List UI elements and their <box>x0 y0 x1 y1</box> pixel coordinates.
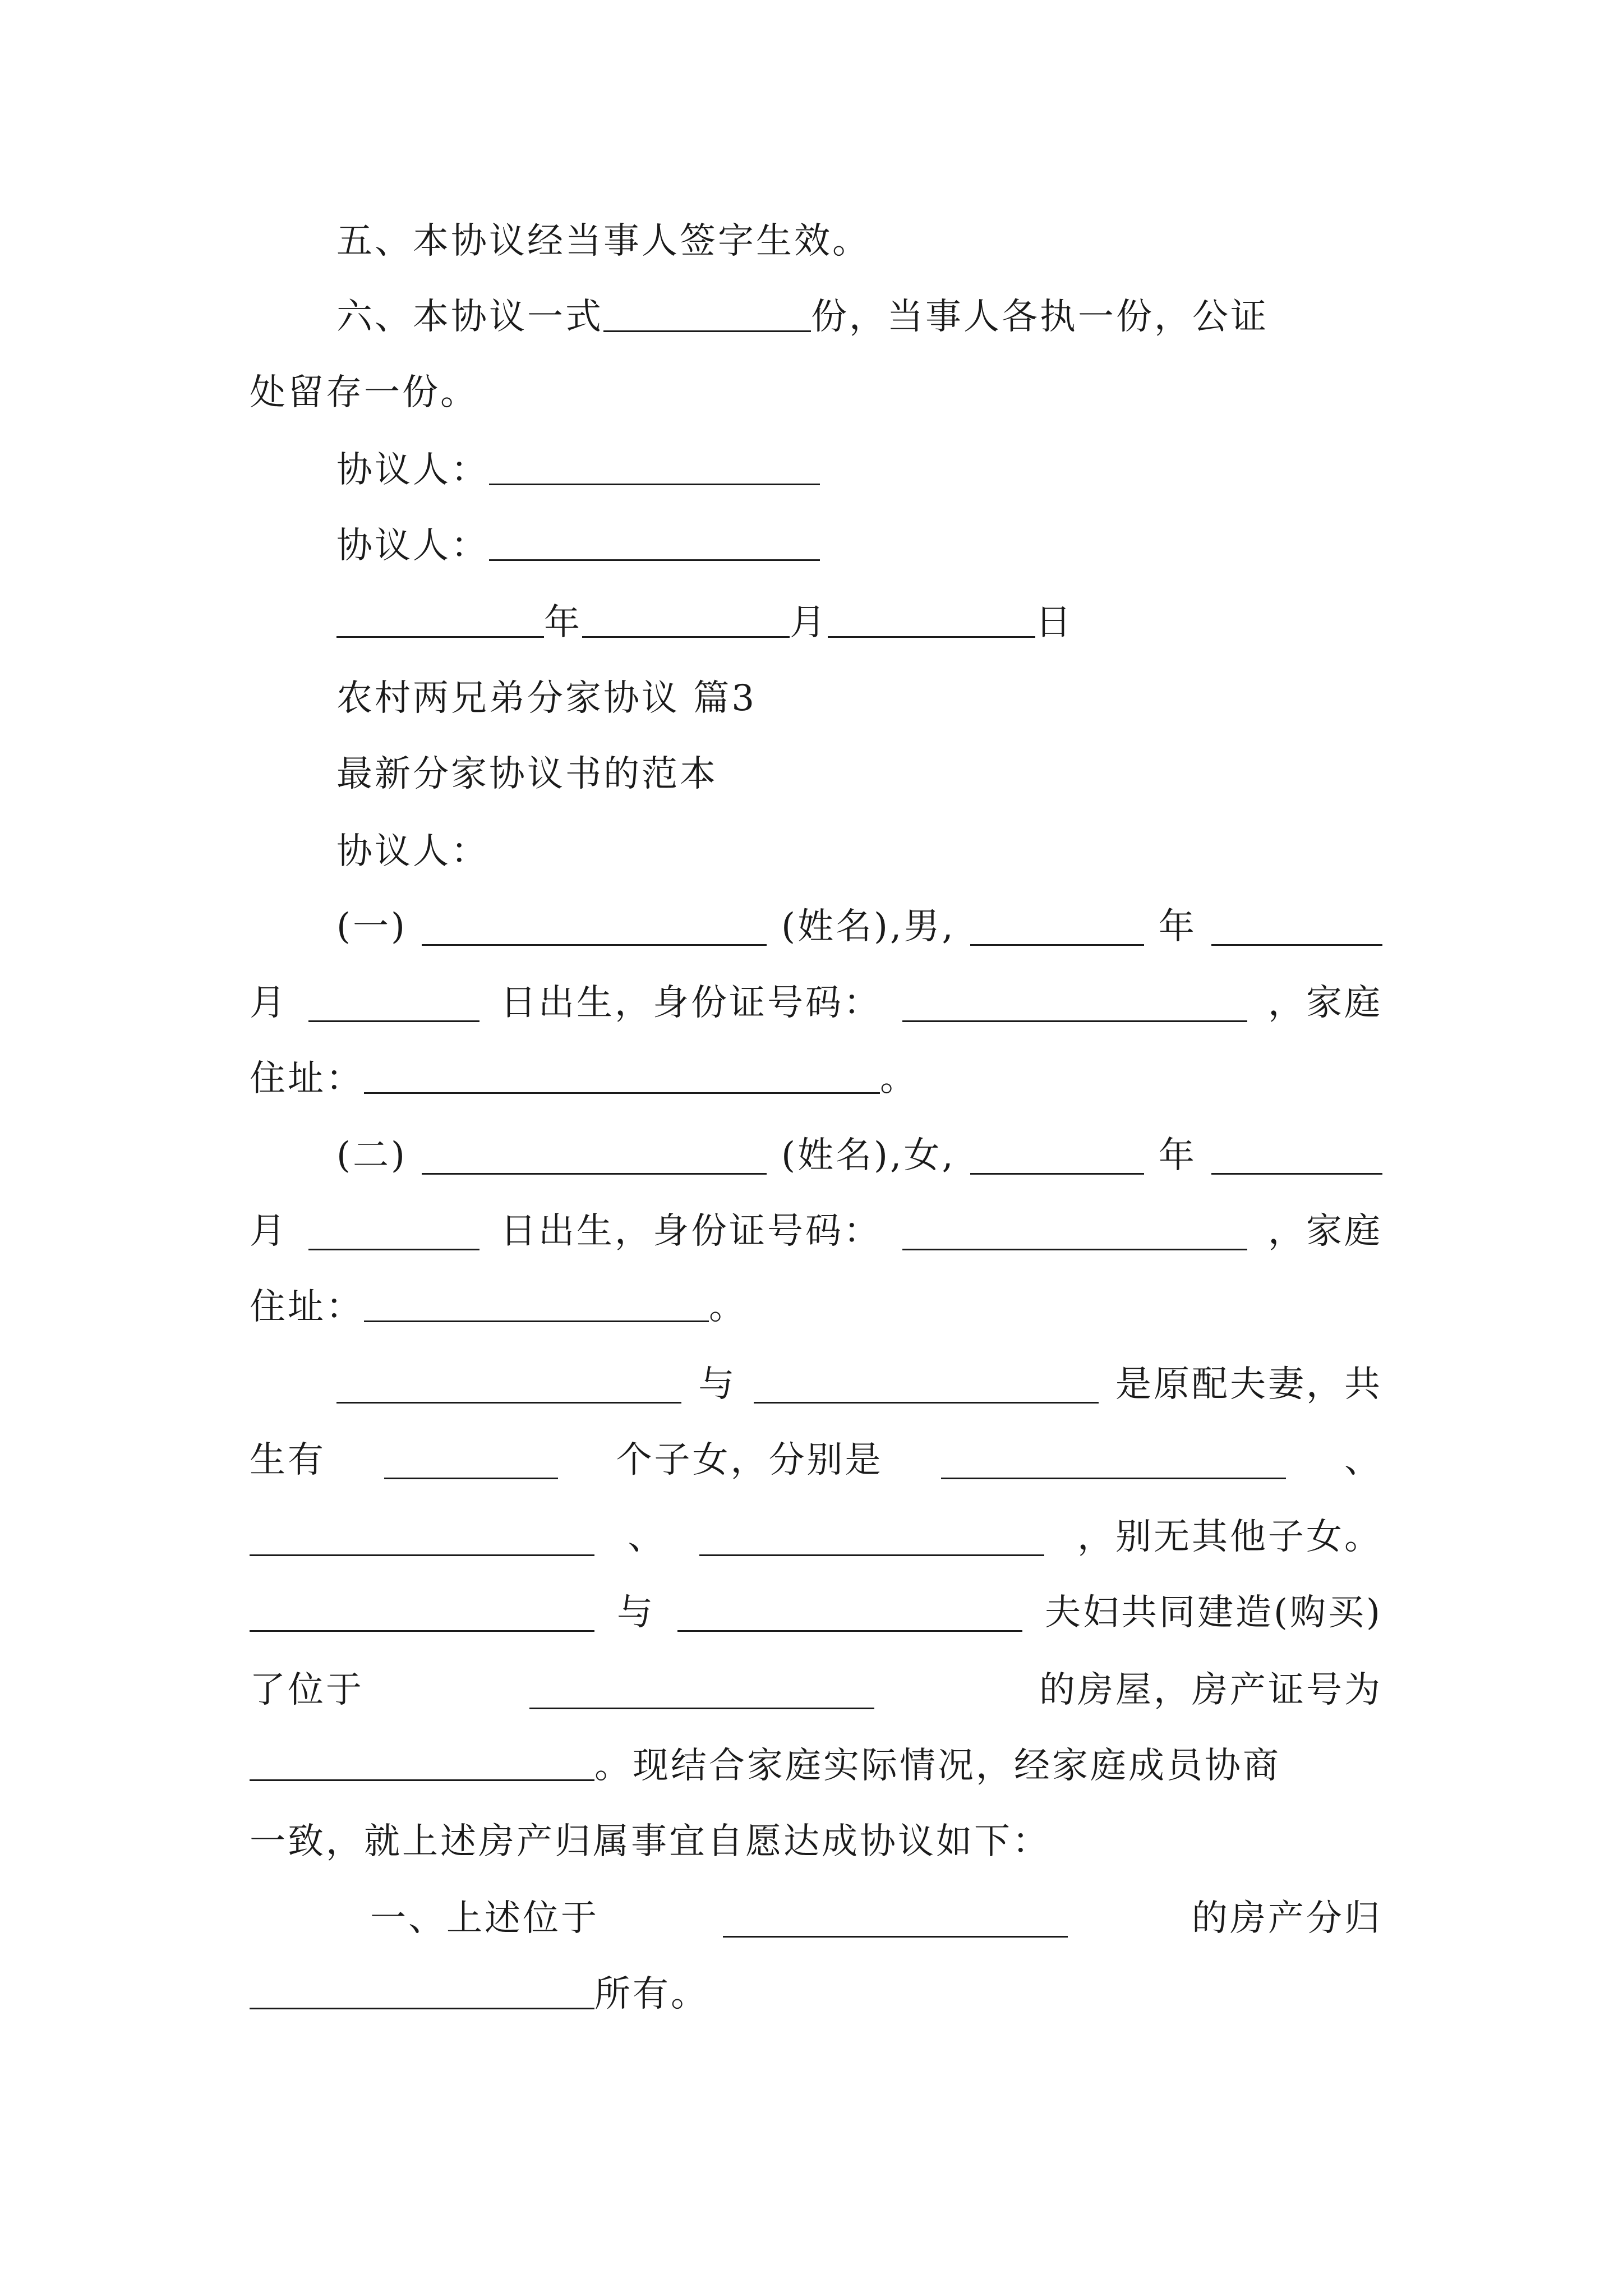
house-located: 了位于 <box>250 1669 364 1711</box>
house-location-blank[interactable] <box>529 1672 874 1709</box>
clause-one-line-2 <box>250 1963 1382 2025</box>
signer-line-1 <box>250 439 1382 501</box>
party-two-address-blank[interactable] <box>364 1285 709 1322</box>
clause-one-line-1 <box>250 1888 1382 1949</box>
party-two-gender: (姓名),女, <box>781 1135 956 1176</box>
clause-six <box>250 286 1382 348</box>
marriage-line <box>250 1354 1382 1415</box>
signer-line-2 <box>250 515 1382 577</box>
party-one-line-1 <box>250 896 1382 958</box>
agreement-line-text: 一致，就上述房产归属事宜自愿达成协议如下： <box>250 1821 1050 1862</box>
party-one-month-label: 月 <box>250 982 288 1024</box>
party-one-line-3 <box>250 1048 1382 1110</box>
template-title <box>250 743 1382 805</box>
marriage-text: 是原配夫妻，共 <box>1115 1364 1382 1405</box>
party-two-line-2 <box>250 1200 1382 1262</box>
party-two-year-blank[interactable] <box>970 1137 1144 1175</box>
children-names-label: 个子女，分别是 <box>616 1439 883 1481</box>
child-c-blank[interactable] <box>699 1519 1044 1556</box>
party-one-month-blank[interactable] <box>1211 908 1382 946</box>
party-one-line-2 <box>250 972 1382 1034</box>
clause-five-text: 五、本协议经当事人签字生效。 <box>336 220 870 262</box>
party-one-address-label-b: 住址： <box>250 1058 364 1099</box>
party-two-line-3 <box>250 1276 1382 1338</box>
house-cert-label: 的房屋，房产证号为 <box>1039 1669 1382 1711</box>
children-count-blank[interactable] <box>384 1442 558 1479</box>
clause-one-owner-blank[interactable] <box>250 1972 594 2009</box>
party-one-day-blank[interactable] <box>308 984 479 1022</box>
build-line <box>250 1582 1382 1644</box>
builder-a-blank[interactable] <box>250 1594 594 1632</box>
children-line-1 <box>250 1429 1382 1491</box>
party-one-id-blank[interactable] <box>902 984 1247 1022</box>
party-two-day-blank[interactable] <box>308 1213 479 1250</box>
children-have: 生有 <box>250 1439 326 1481</box>
clause-six-text-b: 份，当事人各执一份，公证 <box>811 296 1269 338</box>
party-one-address-blank[interactable] <box>364 1056 880 1094</box>
party-two-address-label-a: ，家庭 <box>1268 1211 1382 1252</box>
agreement-line <box>250 1811 1382 1872</box>
children-sep-2: 、 <box>628 1516 666 1558</box>
parties-label <box>250 821 1382 882</box>
spouse-a-blank[interactable] <box>336 1366 681 1404</box>
child-b-blank[interactable] <box>250 1519 594 1556</box>
party-one-address-label-a: ，家庭 <box>1268 982 1382 1024</box>
cert-line <box>250 1735 1382 1797</box>
build-and: 与 <box>617 1592 656 1634</box>
house-line <box>250 1659 1382 1721</box>
party-one-end-mark: 。 <box>880 1058 918 1099</box>
signer-blank-2[interactable] <box>489 523 820 561</box>
template-title-text: 最新分家协议书的范本 <box>336 753 718 795</box>
month-blank[interactable] <box>582 600 790 638</box>
year-blank[interactable] <box>336 600 544 638</box>
clause-one-text-b: 的房产分归 <box>1192 1898 1382 1939</box>
child-a-blank[interactable] <box>941 1442 1286 1479</box>
party-two-name-blank[interactable] <box>422 1137 767 1175</box>
clause-one-text-a: 一、上述位于 <box>370 1898 599 1939</box>
clause-one-text-c: 所有。 <box>594 1973 709 2015</box>
children-end: ，别无其他子女。 <box>1077 1516 1382 1558</box>
clause-five <box>250 210 1382 272</box>
copies-blank[interactable] <box>603 295 811 332</box>
clause-one-location-blank[interactable] <box>723 1900 1068 1938</box>
section-heading-text: 农村两兄弟分家协议 篇3 <box>336 678 757 719</box>
party-one-id-label: 日出生，身份证号码： <box>500 982 882 1024</box>
party-two-month-blank[interactable] <box>1211 1137 1382 1175</box>
party-two-line-1 <box>250 1125 1382 1186</box>
house-cert-blank[interactable] <box>250 1743 594 1781</box>
children-line-2 <box>250 1506 1382 1568</box>
party-one-gender: (姓名),男, <box>781 906 956 947</box>
date-line <box>250 592 1382 654</box>
marriage-and: 与 <box>698 1364 737 1405</box>
day-label: 日 <box>1035 602 1073 643</box>
party-one-year-blank[interactable] <box>970 908 1144 946</box>
party-two-address-label-b: 住址： <box>250 1286 364 1328</box>
party-one-index: (一) <box>336 906 407 947</box>
clause-six-text-a: 六、本协议一式 <box>336 296 603 338</box>
signer-blank-1[interactable] <box>489 448 820 485</box>
day-blank[interactable] <box>828 600 1035 638</box>
party-two-end-mark: 。 <box>709 1286 747 1328</box>
party-two-id-blank[interactable] <box>902 1213 1247 1250</box>
signer-label-1: 协议人： <box>336 449 489 491</box>
year-label: 年 <box>544 602 582 643</box>
party-two-index: (二) <box>336 1135 407 1176</box>
clause-six-cont-text: 处留存一份。 <box>250 372 478 413</box>
builder-b-blank[interactable] <box>677 1594 1022 1632</box>
signer-label-2: 协议人： <box>336 525 489 567</box>
party-two-month-label: 月 <box>250 1211 288 1252</box>
children-sep-1: 、 <box>1344 1439 1382 1481</box>
parties-label-text: 协议人： <box>336 831 489 872</box>
section-heading <box>250 668 1382 729</box>
cert-line-text: 。现结合家庭实际情况，经家庭成员协商 <box>594 1745 1281 1787</box>
month-label: 月 <box>790 602 828 643</box>
build-text: 夫妇共同建造(购买) <box>1045 1592 1382 1634</box>
party-one-year-label: 年 <box>1158 906 1197 947</box>
party-two-year-label: 年 <box>1158 1135 1197 1176</box>
spouse-b-blank[interactable] <box>754 1366 1099 1404</box>
clause-six-cont <box>250 362 1382 424</box>
party-one-name-blank[interactable] <box>422 908 767 946</box>
party-two-id-label: 日出生，身份证号码： <box>500 1211 882 1252</box>
